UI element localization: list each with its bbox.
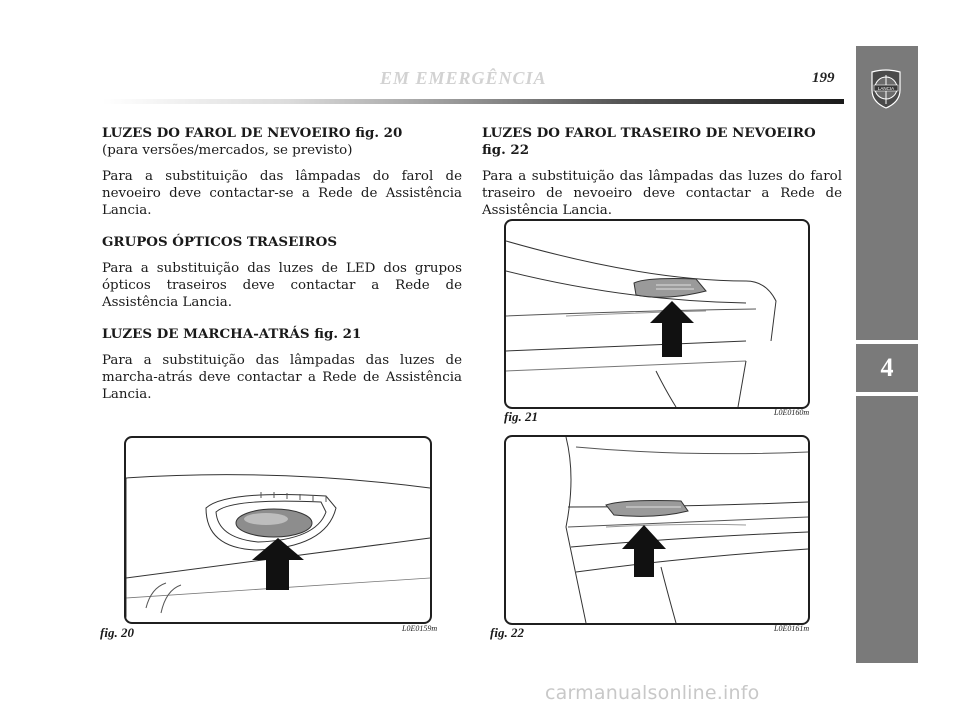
left-column [102, 125, 462, 403]
rear-groups-text: Para a substituição das luzes de LED dos grupos ópticos traseiros deve contactar a Rede de Assistência Lancia. [102, 261, 462, 310]
figure-21-code: L0E0160m [774, 408, 810, 417]
fog-light-text: Para a substituição das lâmpadas do farol de nevoeiro deve contactar-se a Rede de Assistência Lancia. [102, 169, 462, 218]
side-tab-bottom [856, 396, 918, 663]
figure-21 [504, 219, 810, 409]
figure-21-label: fig. 21 [504, 409, 538, 424]
fog-light-note: (para versões/mercados, se previsto) [102, 143, 353, 158]
page-number: 199 [812, 70, 835, 86]
side-tab-chapter[interactable] [856, 344, 918, 392]
figure-22-arrow-icon [622, 525, 666, 577]
figure-22-illustration [506, 437, 808, 623]
header-rule [102, 99, 844, 104]
reverse-text: Para a substituição das lâmpadas das luzes de marcha-atrás deve contactar a Rede de Assistência Lancia. [102, 353, 462, 402]
figure-20-code: L0E0159m [402, 624, 438, 633]
figure-21-illustration [506, 221, 808, 407]
figure-20-label: fig. 20 [100, 625, 134, 640]
figure-20 [124, 436, 432, 624]
logo-text: LANCIA [877, 86, 895, 91]
figure-20-illustration [126, 438, 430, 622]
rear-fog-heading: LUZES DO FAROL TRASEIRO DE NEVOEIRO [482, 125, 816, 141]
lancia-logo-icon [869, 68, 903, 110]
rear-groups-heading: GRUPOS ÓPTICOS TRASEIROS [102, 234, 338, 250]
rear-fog-heading-ref: fig. 22 [482, 142, 530, 158]
reverse-heading: LUZES DE MARCHA-ATRÁS fig. 21 [102, 326, 362, 342]
chapter-number: 4 [880, 353, 894, 382]
figure-22 [504, 435, 810, 625]
figure-21-arrow-icon [650, 301, 694, 357]
rear-fog-text: Para a substituição das lâmpadas das luzes do farol traseiro de nevoeiro deve contactar a Rede de Assistência Lancia. [482, 169, 842, 218]
figure-22-code: L0E0161m [774, 624, 810, 633]
fog-light-heading: LUZES DO FAROL DE NEVOEIRO fig. 20 [102, 125, 403, 141]
watermark-text: carmanualsonline.info [545, 682, 760, 704]
right-column [482, 125, 842, 219]
figure-20-arrow-icon [252, 538, 304, 590]
page-header-title: EM EMERGÊNCIA [380, 68, 547, 88]
figure-22-label: fig. 22 [490, 625, 524, 640]
